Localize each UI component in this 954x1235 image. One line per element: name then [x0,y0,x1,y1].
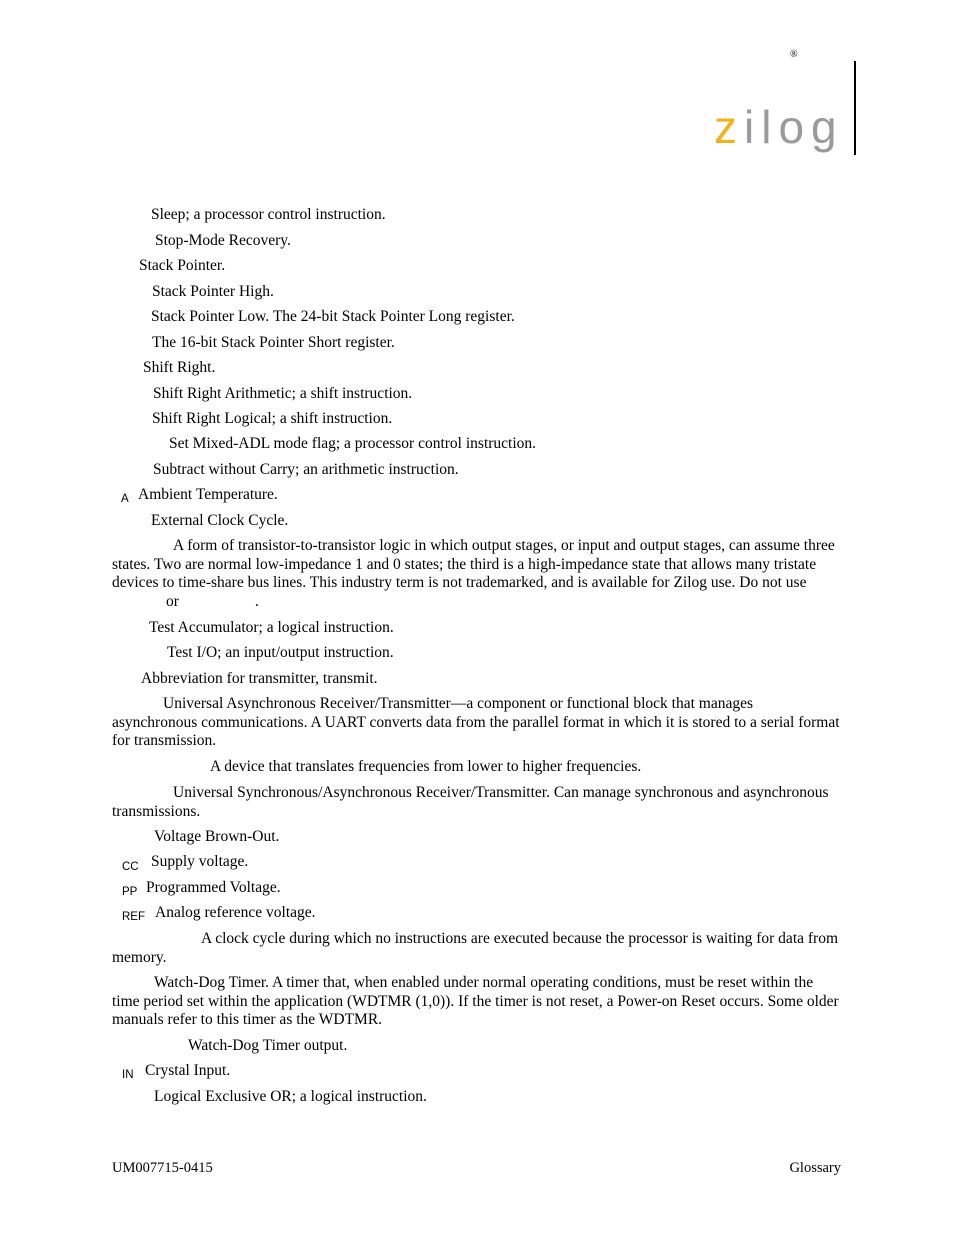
glossary-definition: Voltage Brown-Out. [154,828,280,845]
glossary-definition: External Clock Cycle. [151,512,289,529]
glossary-definition: A form of transistor-to-transistor logic in which output stages, or input and output stages, can assume three states. Two are normal low-impedance 1 and 0 states; the third is a high-impedance state that allows many tristate devices to time-share bus lines. This industry term is not trademarked, and is available for Zilog use. Do not use [112,537,835,592]
glossary-definition: Stop-Mode Recovery. [155,232,291,249]
glossary-paragraph [112,537,842,611]
header-divider [854,61,856,155]
glossary-definition: Test Accumulator; a logical instruction. [149,619,394,636]
glossary-definition: Stack Pointer High. [152,283,274,300]
glossary-subscript: A [121,493,129,505]
glossary-definition: Logical Exclusive OR; a logical instruction. [154,1088,427,1105]
glossary-definition: A device that translates frequencies from lower to higher frequencies. [210,758,642,775]
glossary-definition: Crystal Input. [145,1062,231,1079]
glossary-definition: Ambient Temperature. [138,486,278,503]
registered-mark: ® [790,49,798,60]
glossary-paragraph: A clock cycle during which no instructions are executed because the processor is waiting for data from memory. [112,930,839,966]
glossary-definition: Watch-Dog Timer output. [188,1037,348,1054]
glossary-definition: Subtract without Carry; an arithmetic instruction. [153,461,459,478]
glossary-definition: Shift Right Logical; a shift instruction. [152,410,393,427]
footer-doc-number: UM007715-0415 [112,1160,213,1176]
glossary-definition: Abbreviation for transmitter, transmit. [141,670,378,687]
glossary-definition: Stack Pointer Low. The 24-bit Stack Pointer Long register. [151,308,515,325]
glossary-paragraph: Watch-Dog Timer. A timer that, when enabled under normal operating conditions, must be reset within the time period set within the application (WDTMR (1,0)). If the timer is not reset, a Power-on Reset occurs. Some older manuals refer to this timer as the WDTMR. [112,974,839,1029]
footer-section: Glossary [789,1160,841,1176]
glossary-definition: Set Mixed-ADL mode flag; a processor control instruction. [169,435,537,452]
glossary-definition: Programmed Voltage. [146,879,281,896]
glossary-subscript: CC [122,861,139,873]
logo-text: zilog [714,106,844,153]
glossary-definition: Stack Pointer. [139,257,226,274]
glossary-definition: Supply voltage. [151,853,249,870]
glossary-definition-connector: or [166,592,179,610]
glossary-definition: Test I/O; an input/output instruction. [167,644,394,661]
glossary-definition: The 16-bit Stack Pointer Short register. [152,334,395,351]
glossary-paragraph: Universal Synchronous/Asynchronous Receiver/Transmitter. Can manage synchronous and asynchronous transmissions. [112,784,829,820]
glossary-definition: Analog reference voltage. [155,904,316,921]
glossary-definition: Sleep; a processor control instruction. [151,206,386,223]
glossary-subscript: IN [122,1069,134,1081]
glossary-definition-end: . [254,592,259,610]
glossary-subscript: PP [122,886,138,898]
glossary-subscript: REF [122,911,145,923]
glossary-definition: Shift Right. [143,359,216,376]
zilog-logo [714,106,846,156]
glossary-definition: Shift Right Arithmetic; a shift instruction. [153,385,413,402]
glossary-paragraph: Universal Asynchronous Receiver/Transmitter—a component or functional block that manages asynchronous communications. A UART converts data from the parallel format in which it is stored to a serial format for transmission. [112,695,840,750]
